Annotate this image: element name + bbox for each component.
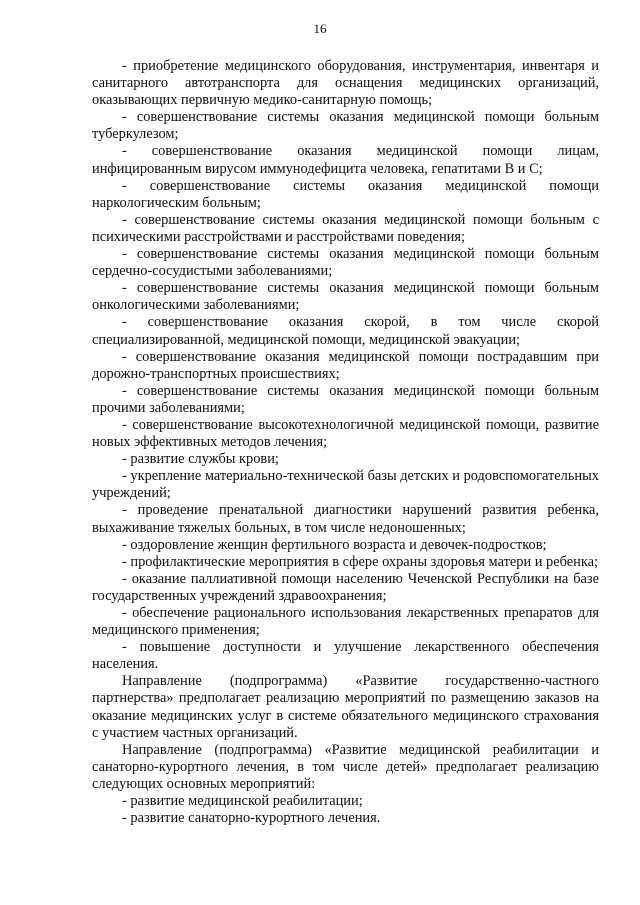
paragraph: - профилактические мероприятия в сфере охраны здоровья матери и ребенка;: [122, 553, 599, 570]
paragraph: Направление (подпрограмма) «Развитие медицинской реабилитации и санаторно-курортного лечения, в том числе детей» предполагает реализацию следующих основных мероприятий:: [92, 741, 599, 792]
paragraph: - совершенствование системы оказания медицинской помощи больным прочими заболеваниями;: [92, 382, 599, 416]
paragraph: - совершенствование системы оказания медицинской помощи больным онкологическими заболеваниями;: [92, 280, 599, 314]
document-body: [92, 58, 599, 827]
paragraph: - совершенствование системы оказания медицинской помощи больным сердечно-сосудистыми заболеваниями;: [92, 246, 599, 280]
paragraph: - развитие санаторно-курортного лечения.: [122, 810, 381, 827]
paragraph: - обеспечение рационального использования лекарственных препаратов для медицинского применения;: [92, 605, 599, 639]
paragraph: - совершенствование системы оказания медицинской помощи больным туберкулезом;: [92, 109, 599, 143]
paragraph: - совершенствование оказания медицинской помощи пострадавшим при дорожно-транспортных происшествиях;: [92, 348, 599, 382]
paragraph: - совершенствование высокотехнологичной медицинской помощи, развитие новых эффективных методов лечения;: [92, 416, 599, 451]
paragraph: Направление (подпрограмма) «Развитие государственно-частного партнерства» предполагает реализацию мероприятий по размещению заказов на оказание медицинских услуг в системе обязательного медицинского страхования с участием частных организаций.: [92, 673, 599, 741]
paragraph: - совершенствование системы оказания медицинской помощи больным с психическими расстройствами и расстройствами поведения;: [92, 211, 599, 245]
paragraph: - развитие службы крови;: [122, 451, 279, 468]
paragraph: - совершенствование оказания медицинской помощи лицам, инфицированным вирусом иммунодефицита человека, гепатитами В и С;: [92, 143, 599, 177]
paragraph: - повышение доступности и улучшение лекарственного обеспечения населения.: [92, 639, 599, 673]
paragraph: - совершенствование системы оказания медицинской помощи наркологическим больным;: [92, 177, 599, 211]
paragraph: - оздоровление женщин фертильного возраста и девочек-подростков;: [122, 536, 547, 553]
paragraph: - совершенствование оказания скорой, в том числе скорой специализированной, медицинской помощи, медицинской эвакуации;: [92, 314, 599, 348]
paragraph: - укрепление материально-технической базы детских и родовспомогательных учреждений;: [92, 468, 599, 502]
paragraph: - оказание паллиативной помощи населению Чеченской Республики на базе государственных учреждений здравоохранения;: [92, 570, 599, 604]
page-number: 16: [313, 21, 327, 36]
paragraph: - проведение пренатальной диагностики нарушений развития ребенка, выхаживание тяжелых больных, в том числе недоношенных;: [92, 502, 599, 536]
paragraph: - развитие медицинской реабилитации;: [122, 793, 363, 810]
paragraph: - приобретение медицинского оборудования, инструментария, инвентаря и санитарного автотранспорта для оснащения медицинских организаций, оказывающих первичную медико-санитарную помощь;: [92, 58, 599, 109]
